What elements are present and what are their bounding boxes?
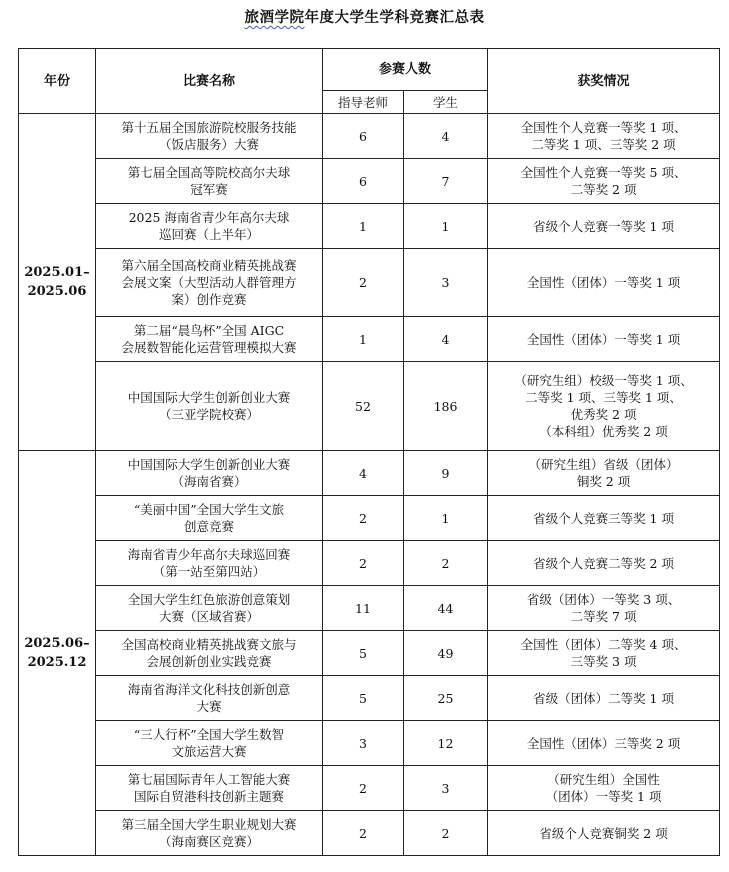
award-line: 全国性个人竞赛一等奖 1 项、 (520, 120, 687, 135)
teacher-count-cell: 3 (323, 721, 404, 766)
competition-name-cell (96, 766, 323, 811)
student-count-cell: 4 (404, 317, 488, 362)
competition-name-line: （饭店服务）大赛 (158, 137, 259, 152)
teacher-count-cell: 2 (323, 766, 404, 811)
competition-name-line: （三亚学院校赛） (158, 407, 259, 422)
teacher-count-cell: 52 (323, 362, 404, 451)
teacher-count-cell: 6 (323, 159, 404, 204)
teacher-count-cell: 6 (323, 114, 404, 159)
competition-name-cell (96, 249, 323, 317)
competition-name-line: 会展文案（大型活动人群管理方 (121, 275, 297, 290)
student-count-cell: 1 (404, 496, 488, 541)
period-start: 2025.06– (24, 636, 90, 651)
year-cell (19, 451, 96, 856)
competition-name-cell (96, 811, 323, 856)
teacher-count-cell: 2 (323, 811, 404, 856)
teacher-count-cell: 5 (323, 631, 404, 676)
award-line: 全国性（团体）一等奖 1 项 (526, 331, 681, 347)
student-count-cell: 12 (404, 721, 488, 766)
table-row (19, 541, 720, 586)
competition-name-line: 国际自贸港科技创新主题赛 (133, 789, 284, 804)
awards-cell (488, 317, 720, 362)
competition-name-line: 创意竞赛 (183, 519, 234, 534)
competition-name-line: 冠军赛 (190, 182, 228, 197)
competition-name-line: 第十五届全国旅游院校服务技能 (121, 120, 297, 135)
year-cell (19, 114, 96, 451)
awards-cell (488, 676, 720, 721)
header-year: 年份 (19, 49, 96, 114)
competition-name-line: 大赛（区域省赛） (158, 609, 259, 624)
award-line: 全国性（团体）一等奖 1 项 (526, 275, 681, 290)
awards-cell (488, 766, 720, 811)
competition-name-line: 案）创作竞赛 (171, 292, 247, 307)
competition-name-line: （第一站至第四站） (152, 564, 266, 579)
competition-name-line: 全国高校商业精英挑战赛文旅与 (121, 637, 297, 652)
student-count-cell: 2 (404, 811, 488, 856)
student-count-cell: 186 (404, 362, 488, 451)
competition-name-line: （海南省赛） (171, 474, 247, 489)
award-line: （团体）一等奖 1 项 (545, 789, 662, 804)
award-line: 省级（团体）二等奖 1 项 (533, 690, 674, 706)
awards-cell (488, 811, 720, 856)
header-awards: 获奖情况 (488, 49, 720, 114)
student-count-cell: 25 (404, 676, 488, 721)
competition-name-line: 中国国际大学生创新创业大赛 (127, 457, 291, 472)
competition-name-line: 第三届全国大学生职业规划大赛 (121, 817, 297, 832)
award-line: 铜奖 2 项 (576, 474, 631, 489)
competition-summary-table (18, 48, 720, 856)
competition-name-cell (96, 496, 323, 541)
period-end: 2025.12 (27, 655, 87, 670)
competition-name-cell (96, 676, 323, 721)
teacher-count-cell: 4 (323, 451, 404, 496)
competition-name-cell (96, 362, 323, 451)
header-competition: 比赛名称 (96, 49, 323, 114)
student-count-cell: 49 (404, 631, 488, 676)
table-row (19, 451, 720, 496)
table-row (19, 811, 720, 856)
competition-name-cell (96, 631, 323, 676)
student-count-cell: 3 (404, 249, 488, 317)
teacher-count-cell: 1 (323, 204, 404, 249)
competition-name-cell (96, 114, 323, 159)
table-row (19, 159, 720, 204)
competition-name-line: 大赛 (196, 699, 222, 714)
student-count-cell: 4 (404, 114, 488, 159)
competition-name-cell (96, 204, 323, 249)
award-line: （研究生组）省级（团体） (528, 457, 679, 472)
competition-name-cell (96, 586, 323, 631)
award-line: 优秀奖 2 项 (570, 407, 637, 422)
competition-name-line: 第七届国际青年人工智能大赛 (127, 772, 291, 787)
competition-name-line: 会展创新创业实践竞赛 (146, 654, 272, 669)
competition-name-cell (96, 541, 323, 586)
table-row (19, 676, 720, 721)
competition-name-line: 巡回赛（上半年） (158, 227, 259, 242)
awards-cell (488, 721, 720, 766)
student-count-cell: 9 (404, 451, 488, 496)
table-row (19, 249, 720, 317)
competition-name-cell (96, 159, 323, 204)
table-row (19, 766, 720, 811)
teacher-count-cell: 2 (323, 541, 404, 586)
competition-name-line: 第七届全国高等院校高尔夫球 (127, 165, 291, 180)
awards-cell (488, 451, 720, 496)
award-line: （研究生组）校级一等奖 1 项、 (514, 373, 693, 388)
competition-name-line: 海南省海洋文化科技创新创意 (127, 682, 291, 697)
header-students: 学生 (404, 91, 488, 114)
awards-cell (488, 496, 720, 541)
award-line: 省级个人竞赛二等奖 2 项 (533, 555, 674, 571)
award-line: 省级个人竞赛三等奖 1 项 (533, 510, 674, 526)
awards-cell (488, 249, 720, 317)
period-end: 2025.06 (27, 284, 87, 299)
page-title (0, 6, 729, 27)
title-suffix: 年度大学生学科竞赛汇总表 (304, 10, 485, 26)
competition-name-line: （海南赛区竞赛） (158, 834, 259, 849)
award-line: 省级个人竞赛铜奖 2 项 (539, 825, 668, 841)
award-line: 省级（团体）一等奖 3 项、 (526, 592, 681, 607)
award-line: 二等奖 1 项、三等奖 1 项、 (525, 390, 682, 405)
award-line: 三等奖 3 项 (570, 654, 637, 669)
award-line: （研究生组）全国性 (547, 772, 660, 787)
teacher-count-cell: 1 (323, 317, 404, 362)
teacher-count-cell: 5 (323, 676, 404, 721)
table-body (19, 114, 720, 856)
table-row (19, 317, 720, 362)
competition-name-line: 文旅运营大赛 (171, 744, 247, 759)
awards-cell (488, 541, 720, 586)
competition-name-line: 会展数智能化运营管理模拟大赛 (121, 340, 297, 355)
awards-cell (488, 114, 720, 159)
competition-name-cell (96, 451, 323, 496)
table-row (19, 631, 720, 676)
header-participants: 参赛人数 (323, 49, 488, 91)
award-line: 全国性个人竞赛一等奖 5 项、 (520, 165, 687, 180)
teacher-count-cell: 11 (323, 586, 404, 631)
table-row (19, 586, 720, 631)
awards-cell (488, 586, 720, 631)
awards-cell (488, 362, 720, 451)
table-row (19, 721, 720, 766)
table-row (19, 362, 720, 451)
student-count-cell: 7 (404, 159, 488, 204)
header-row (19, 49, 720, 91)
award-line: （本科组）优秀奖 2 项 (539, 424, 668, 439)
title-prefix: 旅酒学院 (244, 10, 305, 26)
competition-name-line: “三人行杯”全国大学生数智 (133, 727, 285, 742)
competition-name-line: 第六届全国高校商业精英挑战赛 (121, 258, 297, 273)
student-count-cell: 1 (404, 204, 488, 249)
competition-name-line: 2025 海南省青少年高尔夫球 (128, 210, 290, 225)
award-line: 省级个人竞赛一等奖 1 项 (533, 218, 674, 234)
competition-name-line: “美丽中国”全国大学生文旅 (133, 502, 285, 517)
competition-name-line: 中国国际大学生创新创业大赛 (127, 390, 291, 405)
award-line: 全国性（团体）三等奖 2 项 (526, 735, 681, 751)
awards-cell (488, 631, 720, 676)
period-start: 2025.01– (24, 265, 90, 280)
awards-cell (488, 204, 720, 249)
student-count-cell: 3 (404, 766, 488, 811)
award-line: 二等奖 1 项、三等奖 2 项 (531, 137, 676, 152)
table-row (19, 204, 720, 249)
competition-name-line: 海南省青少年高尔夫球巡回赛 (127, 547, 291, 562)
student-count-cell: 2 (404, 541, 488, 586)
table-row (19, 496, 720, 541)
table-row (19, 114, 720, 159)
teacher-count-cell: 2 (323, 496, 404, 541)
award-line: 二等奖 7 项 (570, 609, 637, 624)
student-count-cell: 44 (404, 586, 488, 631)
teacher-count-cell: 2 (323, 249, 404, 317)
competition-name-line: 全国大学生红色旅游创意策划 (127, 592, 291, 607)
competition-name-cell (96, 721, 323, 766)
header-teachers: 指导老师 (323, 91, 404, 114)
award-line: 二等奖 2 项 (570, 182, 637, 197)
award-line: 全国性（团体）二等奖 4 项、 (520, 637, 687, 652)
competition-name-line: 第二届“晨鸟杯”全国 AIGC (133, 323, 285, 338)
competition-name-cell (96, 317, 323, 362)
awards-cell (488, 159, 720, 204)
